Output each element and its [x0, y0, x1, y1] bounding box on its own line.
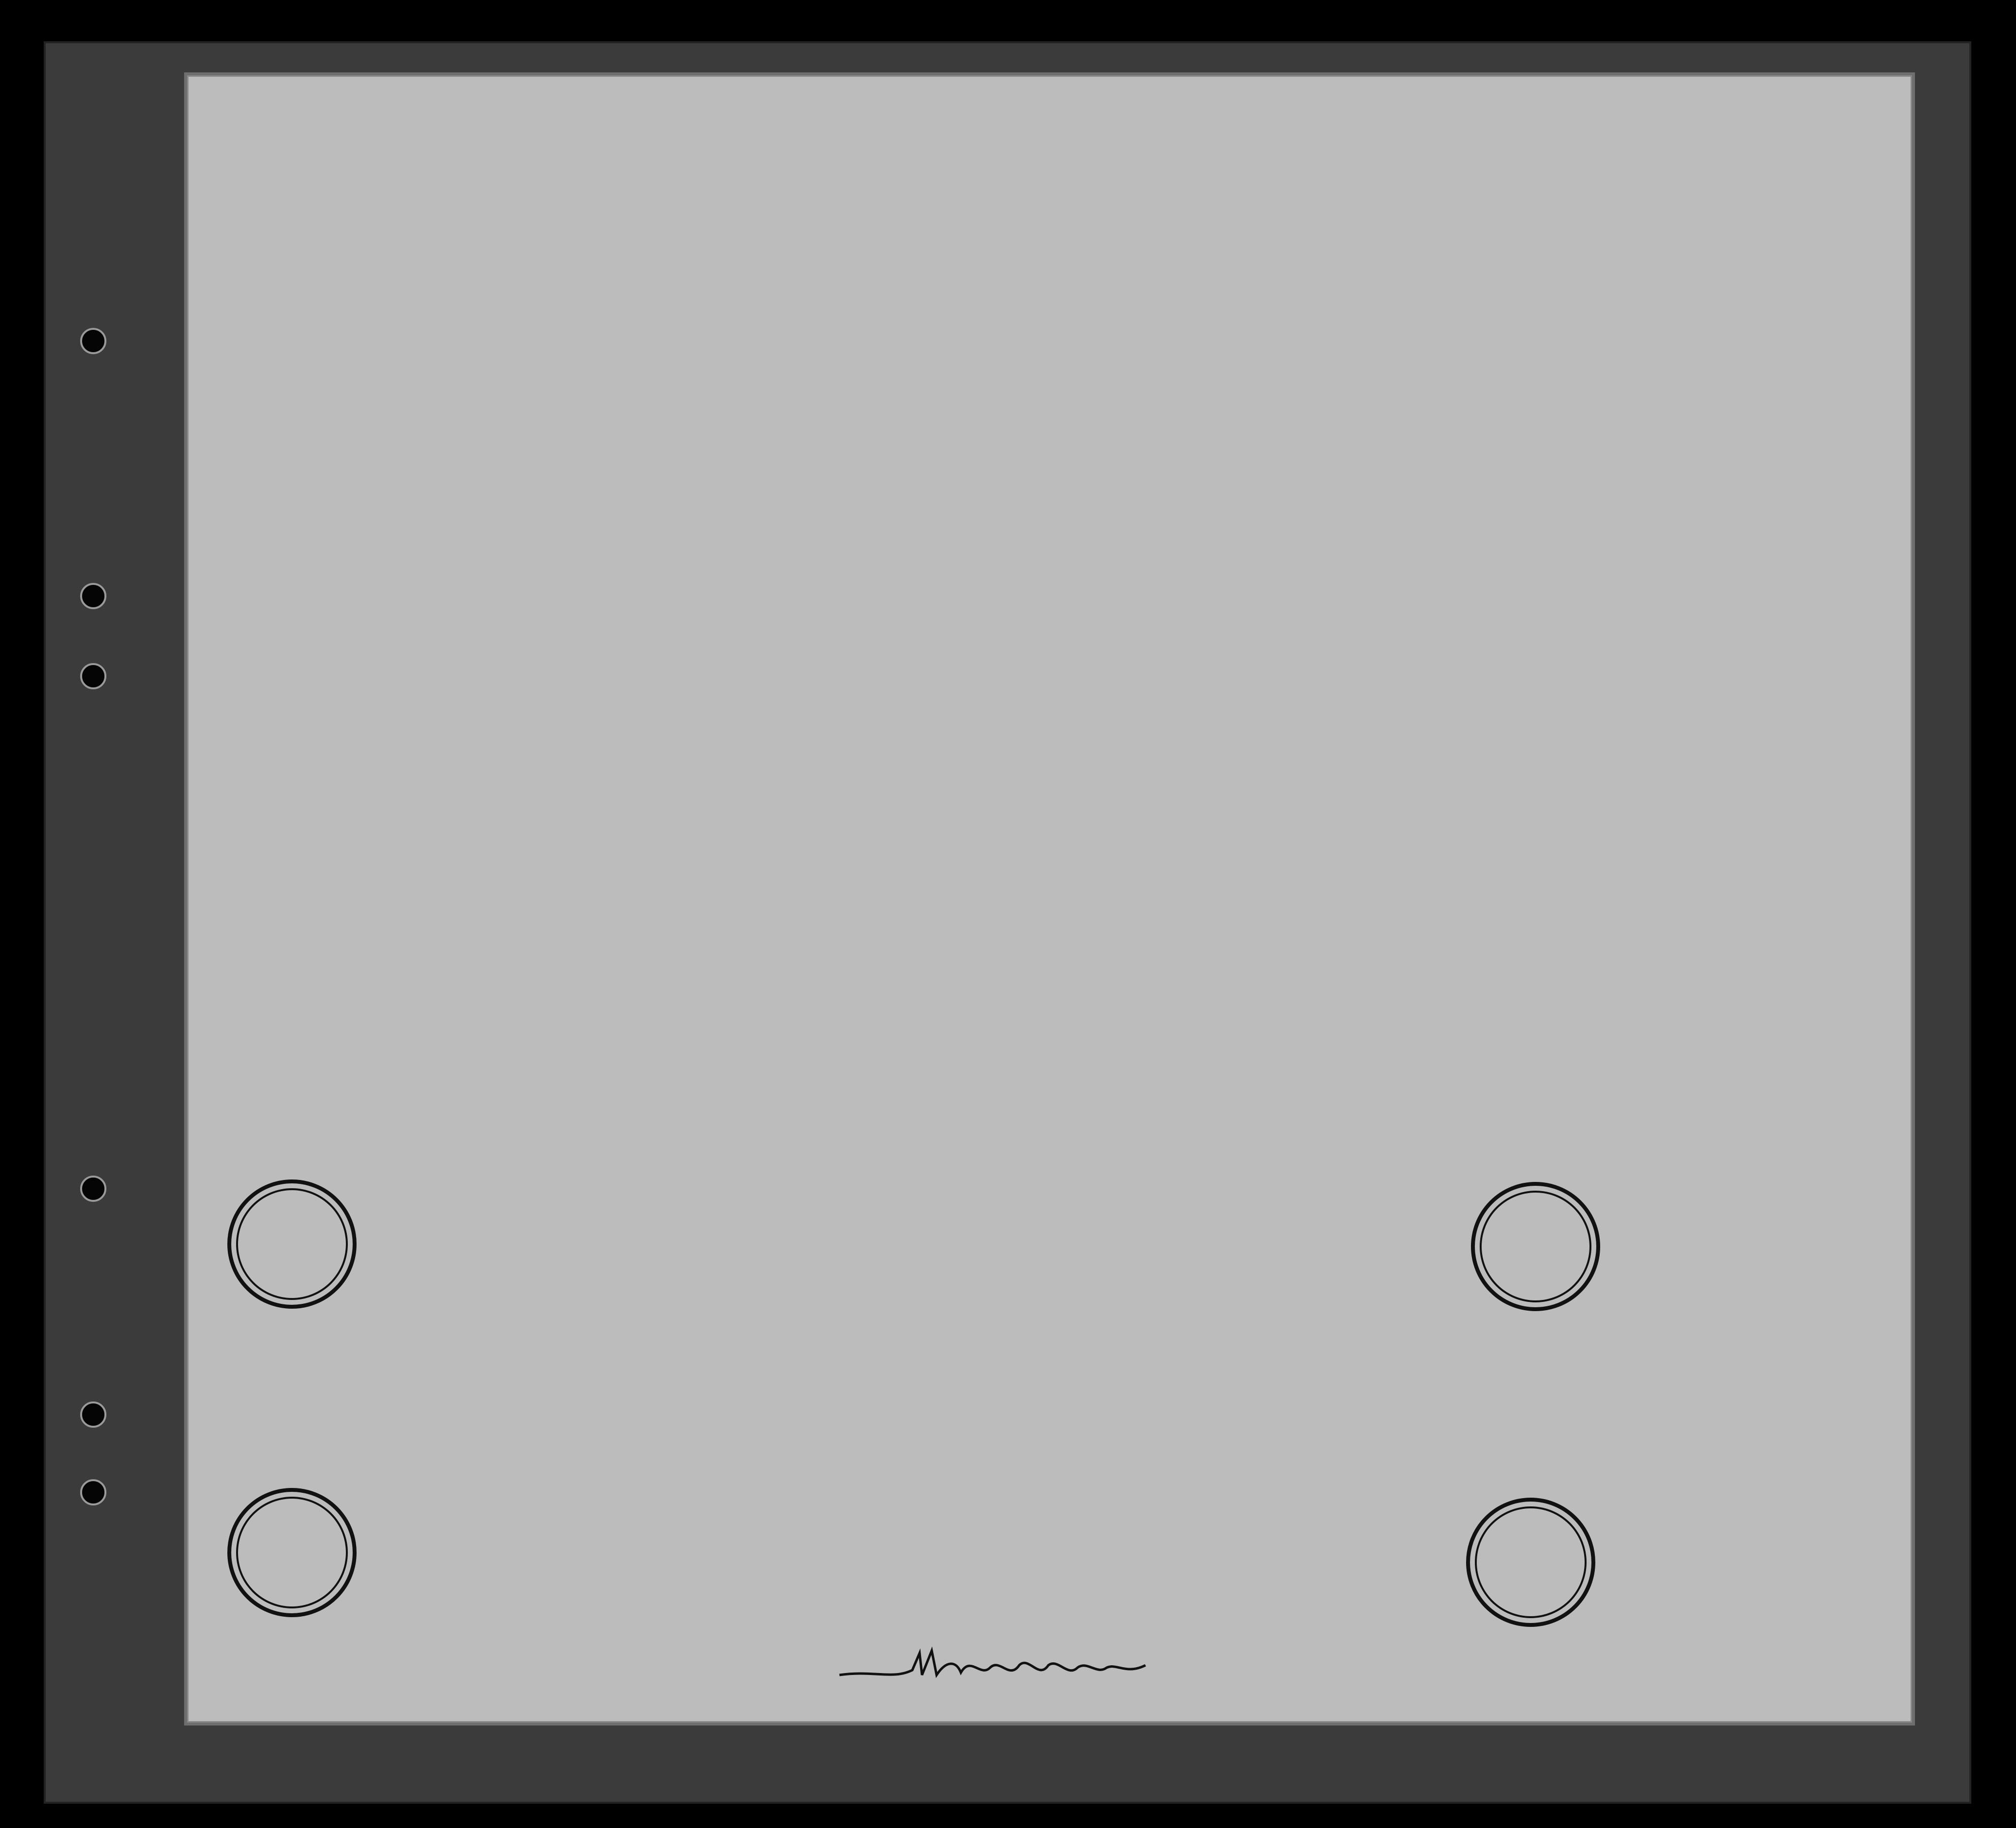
consulate-stamp [227, 1179, 357, 1309]
punch-hole [80, 1176, 106, 1202]
punch-hole [80, 1479, 106, 1505]
consulate-stamp [227, 1488, 357, 1617]
punch-hole [80, 663, 106, 689]
punch-hole [80, 583, 106, 609]
consulate-stamp [1471, 1182, 1600, 1311]
punch-hole [80, 1401, 106, 1428]
inspector-signature [835, 1641, 1165, 1694]
consulate-stamp [1466, 1498, 1595, 1627]
punch-hole [80, 328, 106, 354]
manifest-sheet [187, 75, 1912, 1723]
form-grid [188, 77, 1911, 1721]
